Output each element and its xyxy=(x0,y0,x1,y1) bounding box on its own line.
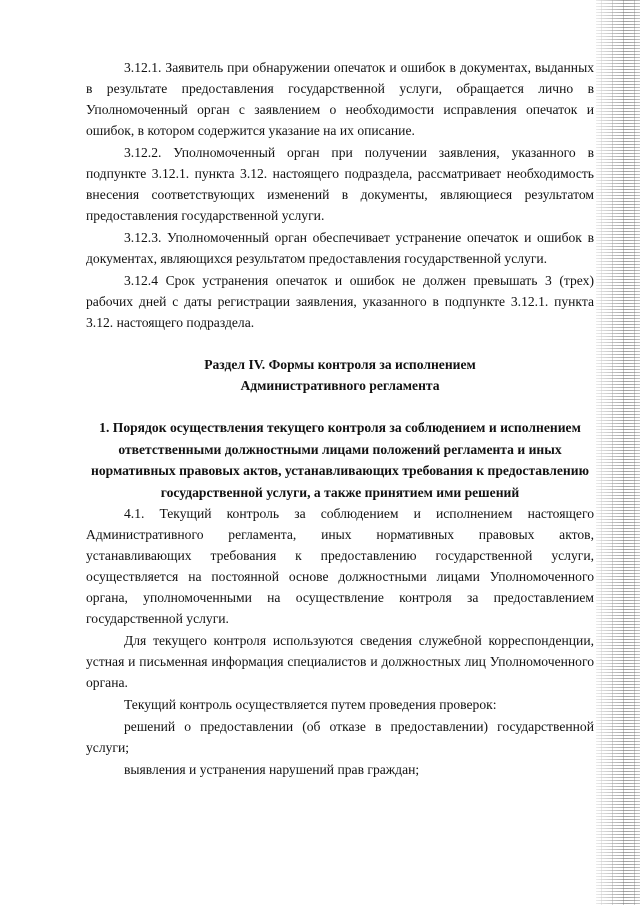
list-item-decisions: решений о предоставлении (об отказе в предоставлении) государственной услуги; xyxy=(86,719,594,755)
paragraph-3-12-1: 3.12.1. Заявитель при обнаружении опечаток и ошибок в документах, выданных в результате предоставления государственной услуги, обращается лично в Уполномоченный орган с заявлением о необходимости исправления опечаток и ошибок, в котором содержится указание на их описание. xyxy=(86,60,594,138)
paragraph-4-1: 4.1. Текущий контроль за соблюдением и исполнением настоящего Административного регламента, иных нормативных правовых актов, устанавливающих требования к предоставлению государственной услуги, осуществляется на постоянной основе должностными лицами Уполномоченного органа, уполномоченными на осуществление контроля за предоставлением государственной услуги. xyxy=(86,506,594,626)
paragraph-3-12-3: 3.12.3. Уполномоченный орган обеспечивает устранение опечаток и ошибок в документах, являющихся результатом предоставления государственной услуги. xyxy=(86,230,594,266)
section-title xyxy=(86,354,594,396)
scan-noise-edge xyxy=(596,0,640,905)
paragraph-3-12-2: 3.12.2. Уполномоченный орган при получении заявления, указанного в подпункте 3.12.1. пункта 3.12. настоящего подраздела, рассматривает необходимость внесения соответствующих изменений в документы, являющиеся результатом предоставления государственной услуги. xyxy=(86,145,594,223)
paragraph-3-12-4: 3.12.4 Срок устранения опечаток и ошибок не должен превышать 3 (трех) рабочих дней с даты регистрации заявления, указанного в подпункте 3.12.1. пункта 3.12. настоящего подраздела. xyxy=(86,273,594,330)
section-title-line-2: Административного регламента xyxy=(240,378,440,393)
list-item-violations: выявления и устранения нарушений прав граждан; xyxy=(124,762,420,777)
paragraph-inspections-intro: Текущий контроль осуществляется путем проведения проверок: xyxy=(124,697,497,712)
document-body xyxy=(86,57,594,780)
paragraph-current-control-sources: Для текущего контроля используются сведения служебной корреспонденции, устная и письменная информация специалистов и должностных лиц Уполномоченного органа. xyxy=(86,633,594,690)
subsection-title: 1. Порядок осуществления текущего контроля за соблюдением и исполнением ответственными должностными лицами положений регламента и иных нормативных правовых актов, устанавливающих требования к предоставлению государственной услуги, а также принятием ими решений xyxy=(91,420,589,500)
section-title-line-1: Раздел IV. Формы контроля за исполнением xyxy=(204,357,476,372)
